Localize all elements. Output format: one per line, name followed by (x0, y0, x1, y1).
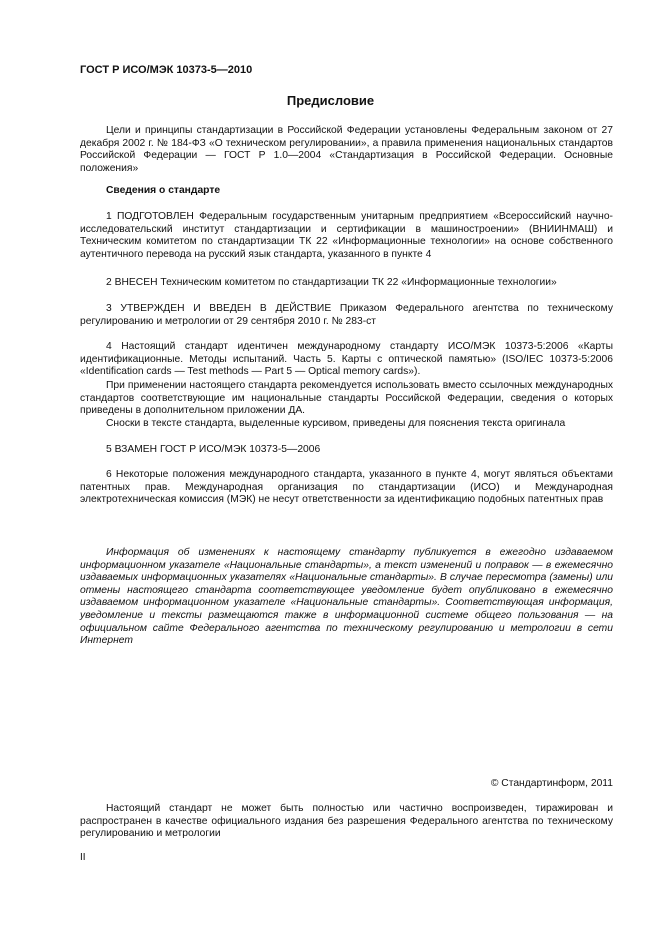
reproduction-notice (80, 803, 613, 841)
standard-info-item-4-note-1-text: При применении настоящего стандарта рекомендуется использовать вместо ссылочных международных стандартов соответствующие им национальные стандарты Российской Федерации, сведения о которых приведены в дополнительном приложении ДА. (80, 380, 613, 417)
standard-info-item-4-note-2-text: Сноски в тексте стандарта, выделенные курсивом, приведены для пояснения текста оригинала (106, 418, 566, 429)
standard-info-item-1 (80, 211, 613, 261)
page-number: II (80, 852, 86, 863)
page-title: Предисловие (286, 93, 375, 108)
preface-intro-paragraph (80, 125, 613, 175)
standard-info-item-2-text: 2 ВНЕСЕН Техническим комитетом по стандартизации ТК 22 «Информационные технологии» (106, 277, 557, 288)
standard-info-item-6-text: 6 Некоторые положения международного стандарта, указанного в пункте 4, могут являться объектами патентных прав. Международная организация по стандартизации (ИСО) и Международная электротехническая комиссия (МЭК) не несут ответственности за идентификацию подобных патентных прав (80, 469, 613, 506)
document-code-header: ГОСТ Р ИСО/МЭК 10373-5—2010 (80, 64, 253, 76)
standard-info-item-5 (80, 444, 613, 457)
standard-info-item-3 (80, 303, 613, 328)
standard-info-item-4 (80, 341, 613, 379)
standard-info-item-4-note-1 (80, 380, 613, 418)
reproduction-notice-text: Настоящий стандарт не может быть полностью или частично воспроизведен, тиражирован и распространен в качестве официального издания без разрешения Федерального агентства по техническому регулированию и метрологии (80, 803, 613, 840)
standard-info-item-3-text: 3 УТВЕРЖДЕН И ВВЕДЕН В ДЕЙСТВИЕ Приказом Федерального агентства по техническому регулированию и метрологии от 29 сентября 2010 г. № 283-ст (80, 303, 613, 327)
preface-intro-text: Цели и принципы стандартизации в Российской Федерации установлены Федеральным законом от 27 декабря 2002 г. № 184-ФЗ «О техническом регулировании», а правила применения национальных стандартов Российской Федерации — ГОСТ Р 1.0—2004 «Стандартизация в Российской Федерации. Основные положения» (80, 125, 613, 174)
changes-info-paragraph (80, 547, 613, 648)
standard-info-item-4-note-2 (80, 418, 613, 431)
standard-info-item-2 (80, 277, 613, 290)
copyright-notice: © Стандартинформ, 2011 (490, 778, 613, 789)
standard-info-item-5-text: 5 ВЗАМЕН ГОСТ Р ИСО/МЭК 10373-5—2006 (106, 444, 321, 455)
changes-info-text: Информация об изменениях к настоящему стандарту публикуется в ежегодно издаваемом информационном указателе «Национальные стандарты», а текст изменений и поправок — в ежемесячно издаваемых информационных указателях «Национальные стандарты». В случае пересмотра (замены) или отмены настоящего стандарта соответствующее уведомление будет опубликовано в ежемесячно издаваемом информационном указателе «Национальные стандарты». Соответствующая информация, уведомление и тексты размещаются также в информационной системе общего пользования — на официальном сайте Федерального агентства по техническому регулированию и метрологии в сети Интернет (80, 547, 613, 647)
standard-info-item-1-text: 1 ПОДГОТОВЛЕН Федеральным государственным унитарным предприятием «Всероссийский научно-исследовательский институт стандартизации и сертификации в машиностроении» (ВНИИНМАШ) и Техническим комитетом по стандартизации ТК 22 «Информационные технологии» на основе собственного аутентичного перевода на русский язык стандарта, указанного в пункте 4 (80, 211, 613, 260)
standard-info-heading-text: Сведения о стандарте (106, 185, 221, 196)
standard-info-item-6 (80, 469, 613, 507)
standard-info-item-4-text: 4 Настоящий стандарт идентичен международному стандарту ИСО/МЭК 10373-5:2006 «Карты идентификационные. Методы испытаний. Часть 5. Карты с оптической памятью» (ISO/IEC 10373-5:2006 «Identification cards — Test methods — Part 5 — Optical memory cards»). (80, 341, 613, 378)
standard-info-heading (80, 185, 613, 198)
